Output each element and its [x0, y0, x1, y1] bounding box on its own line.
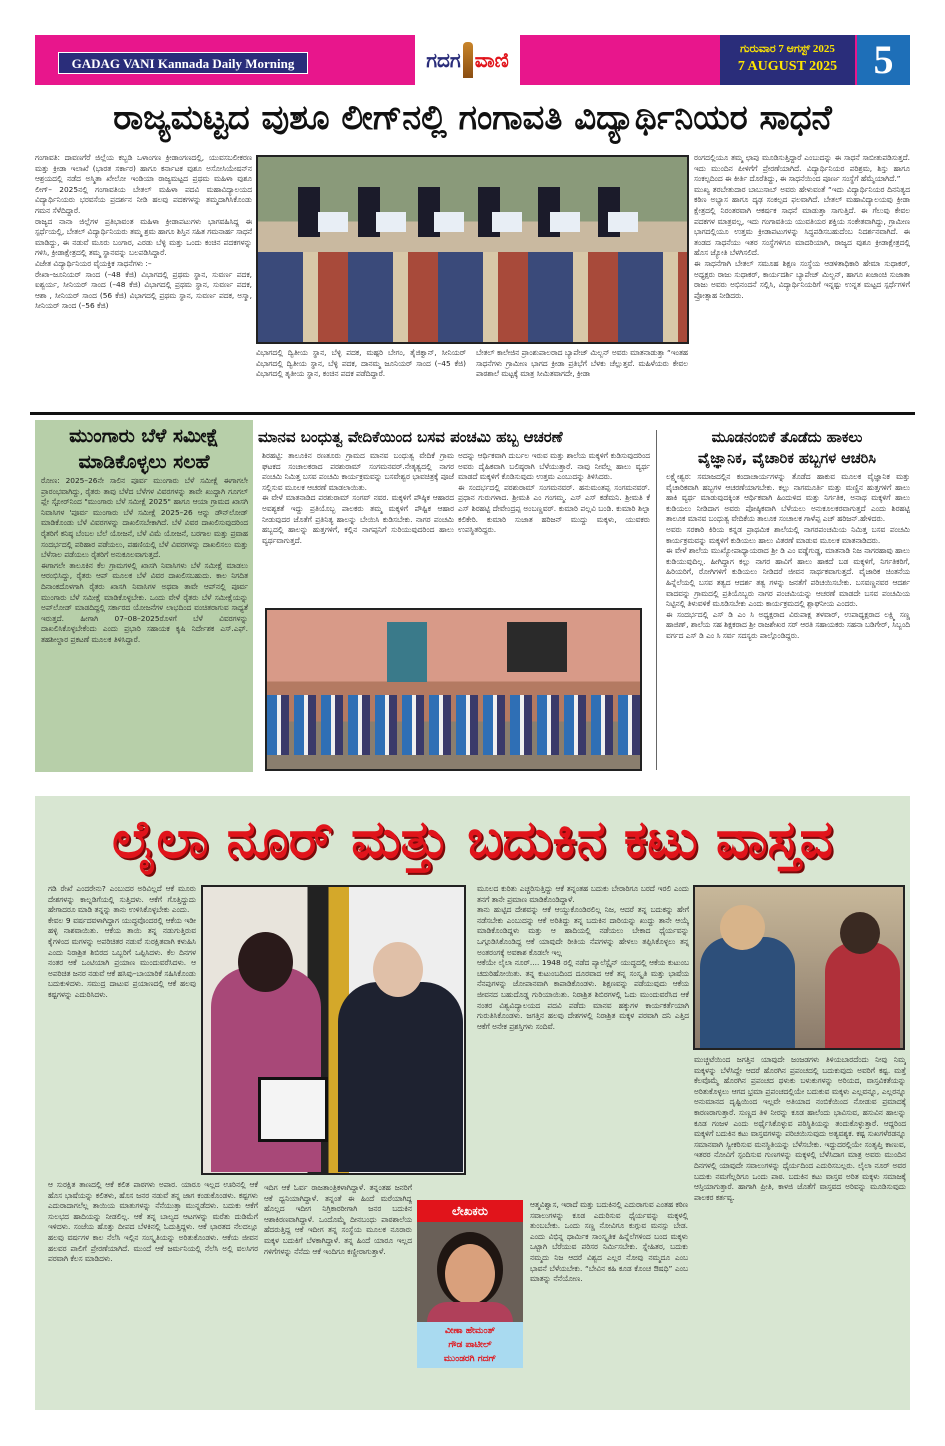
- paragraph: ಆಕೆಯೇ ಲೈಲಾ ನೂರ್.... 1948 ರಲ್ಲಿ ನಡೆದ ಪ್ಯಾಲೆಸ್ಟೈನ್ ಯುದ್ಧದಲ್ಲಿ ಆಕೆಯ ಕುಟುಂಬ ಚದುರಿಹೋಯಿತು. ತನ್ನ ಕುಟುಂಬದಿಂದ ದೂರವಾದ ಆಕೆ ತನ್ನ ಸಂಸ್ಕೃತಿ ಮತ್ತು ಭಾಷೆಯ ನೆನಪುಗಳನ್ನು ಜೋಪಾನವಾಗಿ ಕಾಪಾಡಿಕೊಂಡಳು. ಶಿಕ್ಷಣವನ್ನು ಪಡೆಯುವುದು ಆಕೆಯ ಜೀವನದ ಬಹುದೊಡ್ಡ ಗುರಿಯಾಯಿತು. ನಿರಾಶ್ರಿತ ಶಿಬಿರಗಳಲ್ಲಿ ಓದು ಮುಂದುವರೆಸಿದ ಆಕೆ ನಂತರ ವಿಶ್ವವಿದ್ಯಾಲಯದ ಪದವಿ ಪಡೆದು ಮಾನವ ಹಕ್ಕುಗಳ ಕಾರ್ಯಕರ್ತೆಯಾಗಿ ಗುರುತಿಸಿಕೊಂಡಳು. ಜಗತ್ತಿನ ಹಲವು ದೇಶಗಳಲ್ಲಿ ನಿರಾಶ್ರಿತ ಮಕ್ಕಳ ಪರವಾಗಿ ದನಿ ಎತ್ತಿದ ಆಕೆಗೆ ಅನೇಕ ಪ್ರಶಸ್ತಿಗಳು ಸಂದಿವೆ.: [477, 958, 689, 1031]
- article1-caption-col1: ವಿಭಾಗದಲ್ಲಿ ದ್ವಿತೀಯ ಸ್ಥಾನ, ಬೆಳ್ಳಿ ಪದಕ, ಮಹ್ಪರಿ ಬೇಗಂ, ತೈಜಿಕ್ವಾನ್, ಸೀನಿಯರ್ ವಿಭಾಗದಲ್ಲಿ ದ್ವಿತೀಯ ಸ್ಥಾನ, ಬೆಳ್ಳಿ ಪದಕ, ದಾನಮ್ಮ ಜೂನಿಯರ್ ಸಾಂದ (–45 ಕೆಜಿ) ವಿಭಾಗದಲ್ಲಿ ತೃತೀಯ ಸ್ಥಾನ, ಕಂಚಿನ ಪದಕ ಪಡೆದಿದ್ದಾರೆ.: [256, 348, 466, 379]
- divider: [656, 430, 657, 770]
- paragraph: ಮುಖ್ಯ ತರಬೇತುದಾರ ಬಾಬುಸಾಬ್ ಅವರು ಹೇಳುವಂತೆ “ಇದು ವಿದ್ಯಾರ್ಥಿನಿಯರ ದಿನನಿತ್ಯದ ಕಠಿಣ ಅಭ್ಯಾಸ ಹಾಗೂ ದೃಢ ಸಂಕಲ್ಪದ ಫಲವಾಗಿದೆ. ಬೇತಲ್ ಮಹಾವಿದ್ಯಾಲಯವು ಕ್ರೀಡಾ ಕ್ಷೇತ್ರದಲ್ಲಿ ನಿರಂತರವಾಗಿ ಆಕರ್ಷಕ ಸಾಧನೆ ಮಾಡುತ್ತಾ ಸಾಗುತ್ತಿದೆ. ಈ ಗೆಲುವು ಕೇವಲ ಪದಕಗಳ ಮಾತ್ರವಲ್ಲ, ಇದು ಗಂಗಾವತಿಯ ಯುವತಿಯರ ಶಕ್ತಿಯ ಸಂಕೇತವಾಗಿದ್ದು, ಗ್ರಾಮೀಣ ಭಾಗದಲ್ಲಿಯೂ ಉತ್ತಮ ಕ್ರೀಡಾಪಟುಗಳನ್ನು ಸಿದ್ಧಪಡಿಸಬಹುದೆಂಬ ನಿದರ್ಶನವಾಗಿದೆ. ಈ ತಂಡದ ಸಾಧನೆಯು ಇತರ ಸಂಸ್ಥೆಗಳಿಗೂ ಮಾದರಿಯಾಗಿ, ರಾಜ್ಯದ ವುಶೂ ಕ್ರೀಡಾಕ್ಷೇತ್ರದಲ್ಲಿ ಹೊಸ ಜ್ಯೋತಿ ಬೆಳಗಿಸಲಿದೆ.: [694, 184, 910, 258]
- paragraph: ಈ ವೇಳೆ ಮಾತನಾಡಿದ ಪರಶುರಾಮ್ ಸಂಗವ್ ನವರ. ಮಕ್ಕಳಿಗೆ ಪೌಷ್ಠಿಕ ಆಹಾರದ ಅವಶ್ಯಕತೆ ಇದ್ದು ಪ್ರತಿಯೊಬ್ಬ ಪಾಲಕರು ತಮ್ಮ ಮಕ್ಕಳಿಗೆ ಪೌಷ್ಟಿಕ ಆಹಾರ ನೀಡುವುದರ ಜೊತೆಗೆ ಪ್ರತಿನಿತ್ಯ ಹಾಲನ್ನು ಬೇಯಿಸಿ ಕುಡಿಸಬೇಕು. ನಾಗರ ಪಂಚಮಿ ಹಬ್ಬದಲ್ಲಿ ಹಾಲನ್ನು ಹುತ್ತಗಳಿಗೆ, ಕಲ್ಲಿನ ನಾಗಪ್ಪನಿಗೆ ಸುರಿಯುವುದರಿಂದ ಹಾಲು ವ್ಯರ್ಥವಾಗುತ್ತದೆ.: [262, 493, 454, 545]
- logo-text-left: ಗದಗ: [426, 48, 461, 72]
- author-name-line: ವೀಣಾ ಹೇಮಂತ್: [444, 1326, 496, 1336]
- paragraph: ರೋಣ: 2025–26ನೇ ಸಾಲಿನ ಪೂರ್ವ ಮುಂಗಾರು ಬೆಳೆ ಸಮೀಕ್ಷೆ ಈಗಾಗಲೇ ಪ್ರಾರಂಭವಾಗಿದ್ದು, ರೈತರು ತಾವು ಬೆಳೆದ ಬೆಳೆಗಳ ವಿವರಗಳನ್ನು ತಾವೇ ಖುದ್ದಾಗಿ ಗೂಗಲ್ ಪ್ಲೇ ಸ್ಟೋರ್‌ನಿಂದ "ಮುಂಗಾರು ಬೆಳೆ ಸಮೀಕ್ಷೆ 2025" ಹಾಗೂ ಆಯಾ ಗ್ರಾಮದ ಖಾಸಗಿ ನಿವಾಸಿಗಳ 'ಪೂರ್ವ ಮುಂಗಾರು ಬೆಳೆ ಸಮೀಕ್ಷೆ 2025–26 ಆನ್ನು ಡೌನ್‌ಲೋಡ್ ಮಾಡಿಕೊಂಡು ಬೆಳೆ ವಿವರಗಳನ್ನು ದಾಖಲಿಸಬೇಕಾಗಿದೆ. ಬೆಳೆ ವಿವರ ದಾಖಲಿಸುವುದರಿಂದ ರೈತರಿಗೆ ಕನಿಷ್ಠ ಬೆಂಬಲ ಬೆಲೆ ಯೋಜನೆ, ಬೆಳೆ ವಿಮೆ ಯೋಜನೆ, ಬರಗಾಲ ಮತ್ತು ಪ್ರವಾಹ ಸಂದರ್ಭದಲ್ಲಿ ಪರಿಹಾರ ಪಡೆಯಲು, ಪಹಣಿಯಲ್ಲಿ ಬೆಳೆ ವಿವರಗಳನ್ನು ದಾಖಲಿಸಲು ಮತ್ತು ಬೆಳೆಸಾಲ ಪಡೆಯಲು ರೈತರಿಗೆ ಅನುಕೂಲವಾಗುತ್ತದೆ.: [41, 476, 248, 560]
- paragraph: ಈಗಾಗಲೇ ತಾಲೂಕಿನ ಕೆಲ ಗ್ರಾಮಗಳಲ್ಲಿ ಖಾಸಗಿ ನಿವಾಸಿಗಳು ಬೆಳೆ ಸಮೀಕ್ಷೆ ಮಾಡಲು ಆರಂಭಿಸಿದ್ದು, ರೈತರು ಆಪ್ ಮೂಲಕ ಬೆಳೆ ವಿವರ ದಾಖಲಿಸಬಹುದು. ಕಾಲ ನಿಗದಿತ ದಿನಾಂಕದೊಳಗಾಗಿ ರೈತರು ಖಾಸಗಿ ನಿವಾಸಿಗಳ ಅಥವಾ ತಾವೇ ಆಪ್‌ನಲ್ಲಿ ಪೂರ್ವ ಮುಂಗಾರು ಬೆಳೆ ಸಮೀಕ್ಷೆ ಮಾಡಿಕೊಳ್ಳಬೇಕು. ಒಂದು ವೇಳೆ ರೈತರು ಬೆಳೆ ಸಮೀಕ್ಷೆಯನ್ನು ಅಪ್‌ಲೋಡ್ ಮಾಡದಿದ್ದಲ್ಲಿ ಸರ್ಕಾರದ ಯೋಜನೆಗಳ ಲಾಭದಿಂದ ವಂಚಿತರಾಗುವ ಸಾಧ್ಯತೆ ಇರುತ್ತದೆ. ಹೀಗಾಗಿ 07–08–2025ರೊಳಗೆ ಬೆಳೆ ವಿವರಗಳನ್ನು ದಾಖಲಿಸಿಕೊಳ್ಳಬೇಕೆಂದು ಎಂದು ಪ್ರಭಾರಿ ಸಹಾಯಕ ಕೃಷಿ ನಿರ್ದೇಶಕ ಎಸ್.ಎಫ್. ತಹಶೀಲ್ದಾರ ಪ್ರಕಟಣೆ ಮೂಲಕ ತಿಳಿಸಿದ್ದಾರೆ.: [41, 560, 248, 644]
- headline-line: ಮೂಡನಂಬಿಕೆ ತೊಡೆದು ಹಾಕಲು: [711, 430, 863, 446]
- paragraph: ಗಂಗಾವತಿ: ದಾವಣಗೆರೆ ಜಿಲ್ಲೆಯ ಕಬ್ಬಡಿ ಒಳಾಂಗಣ ಕ್ರೀಡಾಂಗಣದಲ್ಲಿ, ಯುವಸಬಲೀಕರಣ ಮತ್ತು ಕ್ರೀಡಾ ಇಲಾಖೆ (ಭಾರತ ಸರ್ಕಾರ) ಹಾಗೂ ಕರ್ನಾಟಕ ವುಶೂ ಅಸೋಸಿಯೇಷನ್‌ನ ಆಶ್ರಯದಲ್ಲಿ ನಡೆದ ಅಸ್ಮಿತಾ ಖೇಲೋ ಇಂಡಿಯಾ ರಾಜ್ಯಮಟ್ಟದ ಪ್ರಥಮ ಮಹಿಳಾ ವುಶೂ ಲೀಗ್– 2025ನಲ್ಲಿ ಗಂಗಾವತಿಯ ಬೇತಲ್ ಮಹಿಳಾ ಪದವಿ ಮಹಾವಿದ್ಯಾಲಯದ ವಿದ್ಯಾರ್ಥಿನಿಯರು ಭರವಸೆಯ ಪ್ರದರ್ಶನ ನೀಡಿ ಹಲವು ಪದಕಗಳನ್ನು ತಮ್ಮದಾಗಿಸಿಕೊಂಡು ಗಮನ ಸೆಳೆದಿದ್ದಾರೆ.: [35, 153, 252, 215]
- paragraph: ಶಿರಹಟ್ಟಿ: ತಾಲೂಕಿನ ರಣತೂರು ಗ್ರಾಮದ ಮಾನವ ಬಂಧುತ್ವ ವೇದಿಕೆ ಗ್ರಾಮ ಘಟಕದ ಸಂಚಾಲಕರಾದ ಪರಶುರಾಮ್ ಸಂಗಮನವರ್.ನೇತೃತ್ವದಲ್ಲಿ ನಾಗರ ಪಂಚಮಿ ನಿಮಿತ್ತ ಬಸವ ಪಂಚಮಿ ಕಾರ್ಯಕ್ರಮವನ್ನು ಬಸವೇಶ್ವರ ಭಾವಚಿತ್ರಕ್ಕೆ ಪೂಜೆ ಸಲ್ಲಿಸುವ ಮೂಲಕ ಆಚರಣೆ ಮಾಡಲಾಯಿತು.: [262, 451, 454, 492]
- date-box: [720, 35, 855, 85]
- article4-body: [666, 472, 910, 772]
- paragraph: ರಾಜ್ಯದ ನಾನಾ ಜಿಲ್ಲೆಗಳ ಪ್ರತಿಭಾವಂತ ಮಹಿಳಾ ಕ್ರೀಡಾಪಟುಗಳು ಭಾಗವಹಿಸಿದ್ದ ಈ ಸ್ಪರ್ಧೆಯಲ್ಲಿ, ಬೇತಲ್ ವಿದ್ಯಾರ್ಥಿನಿಯರು ತಮ್ಮ ಶ್ರಮ ಹಾಗೂ ಶಿಸ್ತಿನ ಸಹಿತ ಗಮನಾರ್ಹ ಸಾಧನೆ ಮಾಡಿದ್ದು, ಈ ನಡುವೆ ಮೂರು ಬಂಗಾರ, ಎರಡು ಬೆಳ್ಳಿ ಮತ್ತು ಒಂದು ಕಂಚಿನ ಪದಕಗಳನ್ನು ಗಳಿಸಿ, ಕ್ರೀಡಾಕ್ಷೇತ್ರದಲ್ಲಿ ತಮ್ಮ ಸ್ಥಾನವನ್ನು ಬಲಪಡಿಸಿದ್ದಾರೆ.: [35, 216, 252, 258]
- paragraph: ಮೂಲದ ಕುರಿತು ಎಚ್ಚರಿಸುತ್ತಿದ್ದು ಆಕೆ ತನ್ನಂತಹ ಬದುಕು ಬೇರಾರಿಗೂ ಬರದೆ ಇರಲಿ ಎಂದು ತನಗೆ ತಾನೇ ಪ್ರಮಾಣ ಮಾಡಿಕೊಂಡಿದ್ದಾಳೆ.: [477, 884, 689, 904]
- article4-headline: [662, 428, 912, 470]
- article2-headline: [35, 423, 253, 475]
- paragraph: ಅವರು ಸರಕಾರಿ ಕಿರಿಯ ಕನ್ನಡ ಪ್ರಾಥಮಿಕ ಶಾಲೆಯಲ್ಲಿ ನಾಗರಪಂಚಮಿಯ ನಿಮಿತ್ತ ಬಸವ ಪಂಚಮಿ ಕಾರ್ಯಕ್ರಮವನ್ನು ಮಕ್ಕಳಿಗೆ ಕುಡಿಯಲು ಹಾಲು ವಿತರಣೆ ಮಾಡುವ ಮೂಲಕ ಮಾತನಾಡಿದರು.: [666, 524, 910, 545]
- statue-icon: [463, 42, 473, 78]
- feature-col1: [48, 884, 196, 1176]
- paper-label: GADAG VANI Kannada Daily Morning: [58, 52, 308, 74]
- feature-lower-col1: ಆ ಸುರಕ್ಷಿತ ತಾಣದಲ್ಲಿ ಆಕೆ ಕಲಿತ ಪಾಠಗಳು ಅಪಾರ. ಯಾರೂ ಇಲ್ಲದ ಊರಿನಲ್ಲಿ ಆಕೆ ಹೊಸ ಭಾಷೆಯನ್ನು ಕಲಿತಳು, ಹೊಸ ಜನರ ನಡುವೆ ತನ್ನ ಜಾಗ ಕಂಡುಕೊಂಡಳು. ಕಷ್ಟಗಳು ಎದುರಾದಾಗಲೆಲ್ಲ ತಾಯಿಯ ಮಾತುಗಳನ್ನು ನೆನೆಯುತ್ತಾ ಮುನ್ನಡೆದಳು. ಬದುಕು ಆಕೆಗೆ ಸುಲಭದ ಹಾದಿಯನ್ನು ನೀಡಲಿಲ್ಲ. ಆಕೆ ತನ್ನ ಬಾಲ್ಯದ ಆಟಗಳನ್ನು ಮರೆತು ದುಡಿಮೆಗೆ ಇಳಿದಳು. ಸಂಜೆಯ ಹೊತ್ತು ದೀಪದ ಬೆಳಕಿನಲ್ಲಿ ಓದುತ್ತಿದ್ದಳು. ಆಕೆ ಭಾರತದ ನೆಲದಲ್ಲೂ ಹಲವು ವರ್ಷಗಳ ಕಾಲ ನೆಲೆಸಿ ಇಲ್ಲಿನ ಸಂಸ್ಕೃತಿಯನ್ನು ಅರಿತುಕೊಂಡಳು. ಆಕೆಯ ಜೀವನ ಹಲವರ ಪಾಲಿಗೆ ಪ್ರೇರಣೆಯಾಗಿದೆ. ಮುಂದೆ ಆಕೆ ಜರ್ಮನಿಯಲ್ಲಿ ನೆಲೆಸಿ ಅಲ್ಲಿ ವಲಸಿಗರ ಪರವಾಗಿ ಕೆಲಸ ಮಾಡಿದಳು.: [48, 1180, 258, 1264]
- paragraph: ಗಡಿ ರೇಖೆ ಎಂದರೇನು? ಎಂಬುದರ ಅರಿವಿಲ್ಲದೆ ಆಕೆ ಮೂರು ದೇಶಗಳನ್ನು ಕಾಲ್ನಡಿಗೆಯಲ್ಲಿ ಸುತ್ತಿದಳು. ಆಕೆಗೆ ಗೊತ್ತಿದ್ದುದು ಹೇಗಾದರೂ ಮಾಡಿ ತನ್ನನ್ನು ತಾನು ಉಳಿಸಿಕೊಳ್ಳಬೇಕು ಎಂದು.: [48, 884, 196, 915]
- paragraph: ಈ ಸಂದರ್ಭದಲ್ಲಿ ಪರಶುರಾಮ್ ಸಂಗಮನವರ್. ಹನುಮಂತಪ್ಪ ಸಂಗಮನವರ್. ಪ್ರಧಾನ ಗುರುಗಳಾದ. ಶ್ರೀಮತಿ ಎಂ ಗಂಗಮ್ಮ. ಎಸ್ ಎಸ್ ಕಡೆಮನಿ. ಶ್ರೀಮತಿ ಕೆ ಎಸ್ ಶಿರಹಟ್ಟಿ ದೇವೇಂದ್ರಪ್ಪ ಅಂಬಣ್ಣವರ್. ಕುಮಾರಿ ಪಲ್ಲವಿ ಬಂಡಿ. ಕುಮಾರಿ ಶಿಲ್ಪಾ ಕಲಿಕೇರಿ. ಕುಮಾರಿ ಸುಜಾತ ಹರಿಜನ್ ಮುದ್ದು ಮಕ್ಕಳು, ಯುವಕರು ಉಪಸ್ಥಿತರಿದ್ದರು.: [458, 482, 650, 535]
- paragraph: ತಾನು ಹುಟ್ಟಿದ ದೇಶವನ್ನು ಆಕೆ ಆಯ್ದುಕೊಂಡಿರಲಿಲ್ಲ ನಿಜ, ಆದರೆ ತನ್ನ ಬದುಕನ್ನು ಹೇಗೆ ನಡೆಸಬೇಕು ಎಂಬುದನ್ನು ಆಕೆ ಅರಿತಿದ್ದು ತನ್ನ ಬದುಕಿನ ದಾರಿಯನ್ನು ಖುದ್ದು ತಾನೇ ಆಯ್ಕೆ ಮಾಡಿಕೊಂಡಿದ್ದಳು ಮತ್ತು ಆ ಹಾದಿಯಲ್ಲಿ ನಡೆಯಲು ಬೇಕಾದ ಧೈರ್ಯವನ್ನು ಒಗ್ಗೂಡಿಸಿಕೊಂಡಿದ್ದ ಆಕೆ ಯಾವುದೇ ರೀತಿಯ ನೆಪಗಳನ್ನು ಹೇಳಲು ತಪ್ಪಿಸಿಕೊಳ್ಳಲು ತನ್ನ ಅಂತರಂಗಕ್ಕೆ ಅವಕಾಶ ಕೊಡಲೇ ಇಲ್ಲ: [477, 905, 689, 957]
- feature-photo-meeting: [693, 885, 905, 1050]
- page-number: 5: [857, 35, 910, 85]
- paragraph: ಈ ಸಂದರ್ಭದಲ್ಲಿ ಎಸ್ ಡಿ ಎಂ ಸಿ ಅಧ್ಯಕ್ಷರಾದ ವಿರುಪಾಕ್ಷ ತಳವಾರ್, ಉಪಾಧ್ಯಕ್ಷರಾದ ಲಕ್ಷ್ಮಿ ಸಣ್ಣ ಹಾಜಿಣ್, ಶಾಲೆಯ ಸಹ ಶಿಕ್ಷಕರಾದ ಶ್ರೀ ರಾಜಶೇಖರ ಸರ್ ಆರತಿ ಸಹಾಯಕರು ಸಹನಾ ಬಡಿಗೇರ್, ಸಿಬ್ಬಂದಿ ವರ್ಗದ ಎಸ್ ಡಿ ಎಂ ಸಿ ಸರ್ವ ಸದಸ್ಯರು ಪಾಲ್ಗೊಂಡಿದ್ದರು.: [666, 609, 910, 640]
- feature-lower-col3: ಆತ್ಮವಿಶ್ವಾಸ, ಇರಾದೆ ಮತ್ತು ಬದುಕಿನಲ್ಲಿ ಎದುರಾಗುವ ಎಂತಹ ಕಠಿಣ ಸವಾಲುಗಳನ್ನು ಕೂಡ ಎದುರಿಸುವ ಧೈರ್ಯವನ್ನು ಮಕ್ಕಳಲ್ಲಿ ತುಂಬಬೇಕು. ಒಂದು ಸಣ್ಣ ನೋವಿಗೂ ಕುಗ್ಗುವ ಮನಸ್ಸು ಬೇಡ. ಎಂದು ವಿಭಿನ್ನ ಧಾರ್ಮಿಕ ಸಾಂಸ್ಕೃತಿಕ ಹಿನ್ನೆಲೆಗಳಿಂದ ಬಂದ ಮಕ್ಕಳು ಒಟ್ಟಾಗಿ ಬೆರೆಯುವ ಪರಿಸರ ನಿರ್ಮಿಸಬೇಕು. ಸ್ನೇಹಿತರ, ಬದುಕು ನಮ್ಮದು ನಿಜ ಆದರೆ ವಿಶ್ವದ ಎಲ್ಲರ ನೋವು ನಮ್ಮದೂ ಎಂಬ ಭಾವನೆ ಬೆಳೆಯಬೇಕು. “ಬೇವಿನ ಕಹಿ ಕೂಡ ಕೊಂಚ ಔಷಧಿ” ಎಂಬ ಮಾತನ್ನು ನೆನೆಯೋಣ.: [530, 1200, 688, 1284]
- paragraph: ರಂಗದಲ್ಲಿಯೂ ತಮ್ಮ ಛಾಪು ಮೂಡಿಸುತ್ತಿದ್ದಾರೆ ಎಂಬುದನ್ನು ಈ ಸಾಧನೆ ಸಾಬೀತುಪಡಿಸುತ್ತದೆ. ಇದು ಮುಂದಿನ ಪೀಳಿಗೆಗೆ ಪ್ರೇರಣೆಯಾಗಿದೆ. ವಿದ್ಯಾರ್ಥಿನಿಯರ ಪರಿಶ್ರಮ, ಶಿಸ್ತು ಹಾಗೂ ಸಂಕಲ್ಪದಿಂದ ಈ ಕೀರ್ತಿ ದೊರೆತಿದ್ದು, ಈ ಸಾಧನೆಯಿಂದ ಪೂರ್ಣ ಸಂಸ್ಥೆಗೆ ಹೆಮ್ಮೆಯಾಗಿದೆ.”: [694, 153, 910, 184]
- feature-headline: ಲೈಲಾ ನೂರ್ ಮತ್ತು ಬದುಕಿನ ಕಟು ವಾಸ್ತವ: [111, 810, 834, 870]
- feature-photo-award: [201, 885, 466, 1175]
- headline-line: ವೈಜ್ಞಾನಿಕ, ವೈಚಾರಿಕ ಹಬ್ಬಗಳ ಆಚರಿಸಿ: [697, 451, 877, 467]
- date-kannada: ಗುರುವಾರ 7 ಆಗಸ್ಟ್ 2025: [740, 43, 835, 55]
- paragraph: ಈ ವೇಳೆ ಶಾಲೆಯ ಮುಖ್ಯೋಪಾಧ್ಯಾಯರಾದ ಶ್ರೀ ಡಿ ಎಂ ವಡ್ಡೆಗುಡ್ಡ, ಮಾತನಾಡಿ ನಿಜ ನಾಗರಹಾವು ಹಾಲು ಕುಡಿಯುವುದಿಲ್ಲ. ಹೀಗಿದ್ದಾಗ ಕಲ್ಲು ನಾಗರ ಹಾವಿಗೆ ಹಾಲು ಹಾಕದೆ ಬಡ ಮಕ್ಕಳಿಗೆ, ನಿರ್ಗತಿಕರಿಗೆ, ಹಿರಿಯರಿಗೆ, ರೋಗಿಗಳಿಗೆ ಕುಡಿಯಲು ನೀಡಿದರೆ ಜೀವನ ಸಾರ್ಥಕವಾಗುತ್ತದೆ. ವೈಜಾರಿಕ ಚಿಂತನೆಯ ಹಿನ್ನೆಲೆಯಲ್ಲಿ ಬಸವ ತತ್ವದ ಆದರ್ಶ ತತ್ವ ಗಳನ್ನು ಜನತೆಗೆ ಪರಿಚಯಿಸಬೇಕು. ಬಸವಣ್ಣನವರ ಆದರ್ಶ ವಾದವನ್ನು ಗ್ರಾಮದಲ್ಲಿ ಪ್ರತಿಯೊಬ್ಬರು ನಾಗರ ಪಂಚಮಿಯನ್ನು ಆಚರಣೆ ಮಾಡದೇ ಬಸವ ಪಂಚಮಿಯ ನಿಟ್ಟಿನಲ್ಲಿ ತಿಳುವಳಿಕೆ ಮೂಡಿಸಬೇಕು ಎಂದು ಕಾರ್ಯಕ್ರಮದಲ್ಲಿ ಶ್ಲಾಘನೀಯ ಎಂದರು.: [666, 546, 910, 609]
- headline-line: ಮುಂಗಾರು ಬೆಳೆ ಸಮೀಕ್ಷೆ: [69, 425, 219, 447]
- author-name-line: ಗೌಡ ಪಾಟೀಲ್: [448, 1340, 492, 1350]
- author-label: ಲೇಖಕರು: [417, 1200, 523, 1222]
- author-photo: [417, 1222, 523, 1322]
- article3-col1: [262, 451, 454, 605]
- date-english: 7 AUGUST 2025: [737, 59, 838, 74]
- article1-photo: [256, 155, 689, 344]
- author-name: [417, 1322, 523, 1368]
- paragraph: ಕೇವಲ 9 ವರ್ಷದವಳಾಗಿದ್ದಾಗ ಯುದ್ಧವೊಂದರಲ್ಲಿ ಆಕೆಯ ಇಡೀ ಹಳ್ಳಿ ನಾಶವಾಯಿತು. ಆಕೆಯ ತಾಯಿ ತನ್ನ ನಡುಗುತ್ತಿರುವ ಕೈಗಳಿಂದ ಮಗಳನ್ನು ಅಪರಿಚಿತರ ನಡುವೆ ಸುರಕ್ಷಿತವಾಗಿ ಕಳುಹಿಸಿ ಎಂದು ನಿರಾಶ್ರಿತ ಶಿಬಿರದ ಒಬ್ಬರಿಗೆ ಒಪ್ಪಿಸಿದಳು. ಕೆಲ ದಿನಗಳ ನಂತರ ಆಕೆ ಒಂಟಿಯಾಗಿ ಪ್ರಯಾಣ ಮುಂದುವರೆಸಿದಳು. ಆ ಅಪರಿಚಿತ ಜನರ ನಡುವೆ ಆಕೆ ಹಸಿವು–ಬಾಯಾರಿಕೆ ಸಹಿಸಿಕೊಂಡು ಬದುಕುಳಿದಳು. ಸಮುದ್ರ ದಾಟುವ ಪ್ರಯಾಣದಲ್ಲಿ ಆಕೆ ಹಲವು ಕಷ್ಟಗಳನ್ನು ಎದುರಿಸಿದಳು.: [48, 915, 196, 999]
- paragraph: ಲಕ್ಷ್ಮೇಶ್ವರ: ಸಮಾಜದಲ್ಲಿನ ಕಂದಾಚಾರ್ಯಗಳನ್ನು ತೊಡೆದ ಹಾಕುವ ಮೂಲಕ ವೈಜ್ಞಾನಿಕ ಮತ್ತು ವೈಚಾರಿಕವಾಗಿ ಹಬ್ಬಗಳ ಆಚರಣೆಯಾಗಬೇಕು. ಕಲ್ಲು ನಾಗಮೂರ್ತಿ ಮತ್ತು ಮಣ್ಣಿನ ಹುತ್ತಗಳಿಗೆ ಹಾಲು ಹಾಕಿ ವ್ಯರ್ಥ ಮಾಡುವುದಕ್ಕಿಂತ ಆರ್ಥಿಕವಾಗಿ ಹಿಂದುಳಿದ ಮತ್ತು ನಿರ್ಗತಿಕ, ಅನಾಥ ಮಕ್ಕಳಿಗೆ ಹಾಲು ಕುಡಿಯಲು ನೀಡಿದಾಗ ಅವರು ಪೋಷ್ಠಿಕವಾಗಿ ಬೆಳೆಯಲು ಅನುಕೂಲಕರವಾಗುತ್ತದೆ ಎಂದು ಶಿರಹಟ್ಟಿ ತಾಲೂಕ ಮಾನವ ಬಂಧುತ್ವ ವೇದಿಕೆಯ ತಾಲೂಕ ಸಂಚಾಲಕ ಗಾಳೆಪ್ಪ ಎಚ್ ಹರಿಜನ್.ಹೇಳಿದರು.: [666, 472, 910, 524]
- paragraph: ಈ ಸಾಧನೆಗಾಗಿ ಬೇತಲ್ ಸಮೂಹ ಶಿಕ್ಷಣ ಸಂಸ್ಥೆಯ ಆಡಳಿತಾಧಿಕಾರಿ ಹೇಮಾ ಸುಧಾಕರ್, ಅಧ್ಯಕ್ಷರು ರಾಜು ಸುಧಾಕರ್, ಕಾರ್ಯದರ್ಶಿ ಬ್ಯಾಪೇಜ್ ಮಿಲ್ಬನ್, ಹಾಗೂ ಖಜಾಂಚಿ ಸುಜಾತಾ ರಾಜು ಅವರು ಅಭಿನಂದನೆ ಸಲ್ಲಿಸಿ, ವಿದ್ಯಾರ್ಥಿನಿಯರಿಗೆ ಇನ್ನಷ್ಟು ಉನ್ನತ ಮಟ್ಟದ ಸ್ಪರ್ಧೆಗಳಿಗೆ ಪ್ರೋತ್ಸಾಹ ನೀಡಿದರು.: [694, 258, 910, 300]
- author-name-line: ಮುಂಡರಗಿ ಗದಗ್: [443, 1354, 497, 1364]
- paragraph: ರೇಖಾ–ಜೂನಿಯರ್ ಸಾಂದ (–48 ಕೆಜಿ) ವಿಭಾಗದಲ್ಲಿ ಪ್ರಥಮ ಸ್ಥಾನ, ಸುವರ್ಣ ಪದಕ, ಐಶ್ವರ್ಯ, ಸೀನಿಯರ್ ಸಾಂದ (–48 ಕೆಜಿ) ವಿಭಾಗದಲ್ಲಿ ಪ್ರಥಮ ಸ್ಥಾನ, ಸುವರ್ಣ ಪದಕ, ಆಶಾ , ಸೀನಿಯರ್ ಸಾಂದ (56 ಕೆಜಿ) ವಿಭಾಗದಲ್ಲಿ ಪ್ರಥಮ ಸ್ಥಾನ, ಸುವರ್ಣ ಪದಕ, ಅಸ್ಮಾ, ಸೀನಿಯರ್ ಸಾಂದ (–56 ಕೆಜಿ): [35, 269, 252, 311]
- article1-headline: ರಾಜ್ಯಮಟ್ಟದ ವುಶೂ ಲೀಗ್‌ನಲ್ಲಿ ಗಂಗಾವತಿ ವಿದ್ಯಾರ್ಥಿನಿಯರ ಸಾಧನೆ: [113, 98, 832, 138]
- feature-right-col: ಮುಚ್ಚಟೆಯಿಂದ ಜಗತ್ತಿನ ಯಾವುದೇ ಜಂಜಡಗಳು ತಿಳಿಯಬಾರದೆಂದು ನೀವು ನಿಮ್ಮ ಮಕ್ಕಳನ್ನು ಬೆಳೆಸಿದ್ದೇ ಆದರೆ ಹೊರಗಿನ ಪ್ರಪಂಚದಲ್ಲಿ ಬದುಕುವುದು ಅವರಿಗೆ ಕಷ್ಟ. ಮತ್ತೆ ಕೆಲವೊಮ್ಮೆ ಹೊರಗಿನ ಪ್ರಪಂಚದ ಥಳುಕು ಬಳುಕುಗಳನ್ನು ಅರಿಯದ, ವಾಸ್ತವಿಕತೆಯನ್ನು ಅರಿತುಕೊಳ್ಳಲು ಆಗದ ಭ್ರಮಾ ಪ್ರಪಂಚದಲ್ಲಿಯೇ ಬದುಕುವ ಮಕ್ಕಳು ಎಲ್ಲವನ್ನೂ, ಎಲ್ಲರನ್ನೂ ಅನುಮಾನದ ದೃಷ್ಟಿಯಿಂದ ಇಲ್ಲವೇ ಅತಿಯಾದ ನಂಬಿಕೆಯಿಂದ ನೋಡುವ ಪ್ರಮಾದಕ್ಕೆ ಕಾರಣರಾಗುತ್ತಾರೆ. ಸುಣ್ಣದ ತಿಳಿ ನೀರನ್ನು ಕೂಡ ಹಾಲೆಂದು ಭಾವಿಸುವ, ಹಸುವಿನ ಹಾಲನ್ನು ಕೂಡ ಗಂಜಳ ಎಂದು ಅರ್ಥೈಸಿಕೊಳ್ಳುವ ಪರಿಸ್ಥಿತಿಯನ್ನು ತಂದುಕೊಳ್ಳುತ್ತಾರೆ. ಆದ್ದರಿಂದ ಮಕ್ಕಳಿಗೆ ಬದುಕಿನ ಕಟು ವಾಸ್ತವಗಳನ್ನು ಪರಿಚಯಿಸುವುದು ಅತ್ಯವಶ್ಯಕ. ಕಷ್ಟ ಸುಖಗಳೆರಡನ್ನೂ ಸಮಾನವಾಗಿ ಸ್ವೀಕರಿಸುವ ಮನಸ್ಥಿತಿಯನ್ನು ಬೆಳೆಸಬೇಕು. ಇದ್ದುದರಲ್ಲಿಯೇ ಸಂತೃಪ್ತಿ ಕಾಣುವ, ಇತರರ ನೋವಿಗೆ ಸ್ಪಂದಿಸುವ ಗುಣಗಳನ್ನು ಮಕ್ಕಳಲ್ಲಿ ಬೆಳೆಸಿದಾಗ ಮಾತ್ರ ಅವರು ಮುಂದಿನ ದಿನಗಳಲ್ಲಿ ಯಾವುದೇ ಸವಾಲುಗಳನ್ನು ಧೈರ್ಯದಿಂದ ಎದುರಿಸಬಲ್ಲರು. ಲೈಲಾ ನೂರ್ ಅವರ ಬದುಕು ನಮಗೆಲ್ಲರಿಗೂ ಒಂದು ಪಾಠ. ಬದುಕಿನ ಕಟು ವಾಸ್ತವ ಅರಿತ ಮಕ್ಕಳು ಸಮಾಜಕ್ಕೆ ಆಸ್ತಿಯಾಗುತ್ತಾರೆ. ಹಾಗಾಗಿ ಪ್ರೀತಿ, ಕಾಳಜಿ ಜೊತೆಗೆ ವಾಸ್ತವದ ಅರಿವನ್ನು ಮೂಡಿಸುವುದು ಪಾಲಕರ ಕರ್ತವ್ಯ.: [694, 1055, 906, 1202]
- article3-headline: ಮಾನವ ಬಂಧುತ್ವ ವೇದಿಕೆಯಿಂದ ಬಸವ ಪಂಚಮಿ ಹಬ್ಬ ಆಚರಣೆ: [258, 428, 563, 446]
- article1-caption-col2: ಬೇತಲ್ ಕಾಲೇಜಿನ ಪ್ರಾಂಶುಪಾಲರಾದ ಬ್ಯಾಪೇಜ್ ಮಿಲ್ಬನ್ ಅವರು ಮಾತನಾಡುತ್ತಾ “ಇಂತಹ ಸಾಧನೆಗಳು ಗ್ರಾಮೀಣ ಭಾಗದ ಕ್ರೀಡಾ ಪ್ರತಿಭೆಗೆ ಬೆಳಕು ಚೆಲ್ಲುತ್ತವೆ. ಮಹಿಳೆಯರು ಕೇವಲ ಪಾಠಶಾಲೆ ಮಟ್ಟಕ್ಕೆ ಮಾತ್ರ ಸೀಮಿತವಾಗದೇ, ಕ್ರೀಡಾ: [476, 348, 688, 379]
- paragraph: ಅದನ್ನು ಆರ್ಥಿಕವಾಗಿ ದುರ್ಬಲ ಇರುವ ಮತ್ತು ಶಾಲೆಯ ಮಕ್ಕಳಿಗೆ ಕುಡಿಸುವುದರಿಂದ ಅವರು ದೈಹಿಕವಾಗಿ ಬಲಿಷ್ಠರಾಗಿ ಬೆಳೆಯುತ್ತಾರೆ. ನಾವು ನೀವೆಲ್ಲ ಹಾಲು ವ್ಯರ್ಥ ಮಾಡದೆ ಮಕ್ಕಳಿಗೆ ಕೊಡಿಸುವುದು ಉತ್ತಮ ಎಂಬುದನ್ನು ತಿಳಿಸಿದರು.: [458, 451, 650, 482]
- divider: [30, 412, 915, 415]
- headline-line: ಮಾಡಿಕೊಳ್ಳಲು ಸಲಹೆ: [78, 451, 210, 473]
- article3-col2: [458, 451, 650, 605]
- logo-text-right: ವಾಣಿ: [474, 48, 509, 72]
- article2-body: [41, 476, 248, 768]
- article1-col1: [35, 153, 252, 408]
- article1-col3: [694, 153, 910, 408]
- logo: [415, 35, 520, 85]
- article3-photo: [265, 608, 642, 771]
- author-box: [417, 1200, 523, 1368]
- feature-col3: [477, 884, 689, 1176]
- feature-lower-col2: ಇದಿಗ ಆಕೆ ಓರ್ವ ರಾಜತಾಂತ್ರಿಕಳಾಗಿದ್ದಾಳೆ. ತನ್ನಂತಹ ಜನರಿಗೆ ಆಕೆ ಧ್ವನಿಯಾಗಿದ್ದಾಳೆ. ತನ್ನಂತೆ ಈ ಹಿಂದೆ ಮರೆಯಾಗಿದ್ದ ಹೊಲ್ಲದ ಇದೀಗ ನಿಗ್ರಿಕಾರರೀಗಾಗಿ ಜನರ ಬದುಕಿನ ಆಶಾಕಿರಣವಾಗಿದ್ದಾಳೆ. ಒಂದೊಮ್ಮೆ ದೀನಬಂಧು ಪಾಠಶಾಲೆಯ ಹೆದರುತ್ತಿದ್ದ ಆಕೆ ಇದೀಗ ತನ್ನ ಸಂಸ್ಥೆಯ ಮೂಲಕ ನೂರಾರು ಮಕ್ಕಳ ಬದುಕಿಗೆ ಬೆಳಕಾಗಿದ್ದಾಳೆ. ತನ್ನ ಹಿಂದೆ ಯಾರೂ ಇಲ್ಲದ ಗಳಿಗೆಗಳನ್ನು ನೆನೆದು ಆಕೆ ಇಂದಿಗೂ ಕಣ್ಣೀರಾಗುತ್ತಾಳೆ.: [264, 1183, 412, 1256]
- paragraph: ವಿಜೇತ ವಿದ್ಯಾರ್ಥಿನಿಯರ ವೈಯಕ್ತಿಕ ಸಾಧನೆಗಳು :–: [35, 258, 152, 268]
